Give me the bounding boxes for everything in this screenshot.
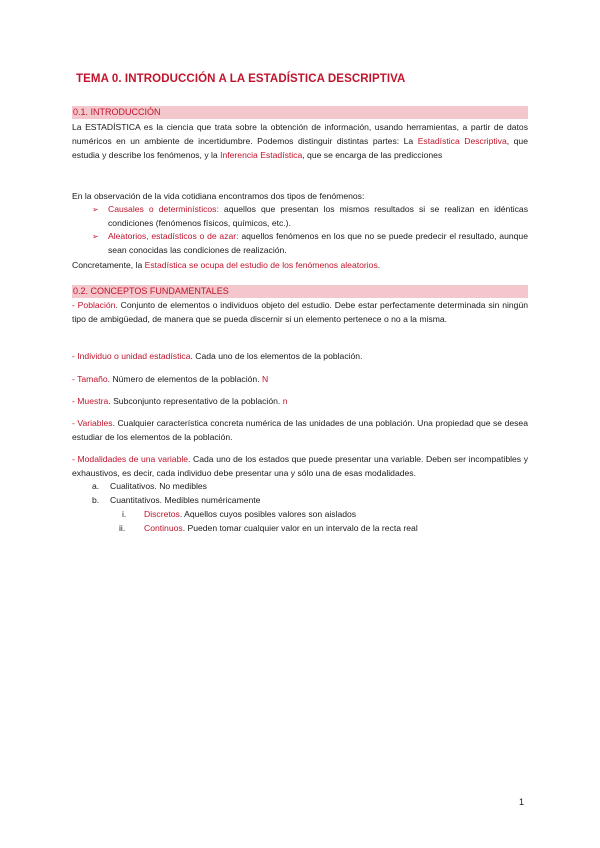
list-item	[92, 494, 492, 508]
list-marker: ii.	[119, 523, 126, 533]
concretamente-text-a: Concretamente, la	[72, 260, 145, 270]
concept-modalidades	[72, 452, 528, 480]
term-fenomenos-aleatorios: Estadística se ocupa del estudio de los fenómenos aleatorios	[144, 260, 378, 270]
bullet-causales	[92, 203, 528, 230]
term-muestra: - Muestra	[72, 396, 109, 406]
concept-individuo	[72, 349, 528, 363]
paragraph-intro	[72, 120, 528, 162]
concept-variables	[72, 416, 528, 444]
term-variables: - Variables	[72, 418, 113, 428]
term-discretos: Discretos	[144, 509, 180, 519]
list-marker: b.	[92, 495, 100, 505]
term-individuo: - Individuo o unidad estadística	[72, 351, 191, 361]
section-heading-introduccion: 0.1. INTRODUCCIÓN	[72, 106, 528, 119]
term-modalidades: - Modalidades de una variable	[72, 454, 189, 464]
document-title: TEMA 0. INTRODUCCIÓN A LA ESTADÍSTICA DESCRIPTIVA	[76, 73, 406, 85]
symbol-n: n	[282, 396, 288, 406]
page-number: 1	[519, 797, 525, 807]
list-item-text: Cuantitativos. Medibles numéricamente	[110, 495, 261, 505]
term-inferencia-estadistica: Inferencia Estadística	[220, 150, 303, 160]
term-tamano: - Tamaño	[72, 374, 108, 384]
intro-text-c: , que se encarga de las predicciones	[302, 150, 443, 160]
list-item-text: Cualitativos. No medibles	[110, 481, 207, 491]
bullet-aleatorios	[92, 230, 528, 257]
concept-muestra	[72, 394, 528, 408]
intro-text-a: La ESTADÍSTICA es la ciencia que trata sobre la obtención de información, usando herramientas, a partir de datos numéricos en un ambiente de incertidumbre. Podemos distinguir distintas partes: La	[72, 122, 528, 146]
individuo-desc: . Cada uno de los elementos de la población.	[190, 351, 363, 361]
modalidades-desc: . Cada uno de los estados que puede presentar una variable. Deben ser incompatibles y exhaustivos, es decir, cada individuo debe presentar una y sólo una de esas modalidades.	[72, 454, 528, 478]
tamano-desc: . Número de elementos de la población.	[107, 374, 262, 384]
intro-text-b: , que estudia y describe los fenómenos, y la	[72, 136, 528, 160]
aleatorios-desc: aquellos fenómenos en los que no se puede predecir el resultado, aunque sean conocidas las condiciones de realización.	[108, 231, 528, 255]
variables-desc: . Cualquier característica concreta numérica de las unidades de una población. Una propiedad que se desea estudiar de los elementos de la población.	[72, 418, 528, 442]
list-item	[92, 480, 492, 494]
list-marker: i.	[122, 509, 127, 519]
symbol-N: N	[261, 374, 269, 384]
term-aleatorios: Aleatorios, estadísticos o de azar:	[108, 231, 239, 241]
sublist-item-continuos	[119, 522, 519, 536]
arrow-bullet-icon: ➢	[92, 232, 99, 241]
paragraph-concretamente	[72, 258, 528, 272]
term-poblacion: - Población	[72, 300, 116, 310]
concept-poblacion	[72, 298, 528, 326]
concept-tamano	[72, 372, 528, 386]
list-marker: a.	[92, 481, 100, 491]
sublist-item-discretos	[122, 508, 522, 522]
causales-desc: aquellos que presentan los mismos resultados si se realizan en idénticas condiciones (fenómenos físicos, químicos, etc.).	[108, 204, 528, 228]
term-continuos: Continuos	[144, 523, 183, 533]
concretamente-text-b: .	[377, 260, 381, 270]
continuos-desc: . Pueden tomar cualquier valor en un intervalo de la recta real	[182, 523, 418, 533]
section-heading-conceptos: 0.2. CONCEPTOS FUNDAMENTALES	[72, 285, 528, 298]
discretos-desc: . Aquellos cuyos posibles valores son aislados	[179, 509, 357, 519]
arrow-bullet-icon: ➢	[92, 205, 99, 214]
paragraph-fenomenos: En la observación de la vida cotidiana encontramos dos tipos de fenómenos:	[72, 191, 365, 201]
poblacion-desc: . Conjunto de elementos o individuos objeto del estudio. Debe estar perfectamente determinada sin ningún tipo de ambigüedad, de manera que se pueda discernir si un elemento pertenece o no a la misma.	[72, 300, 528, 324]
term-causales: Causales o determinísticos:	[108, 204, 219, 214]
term-estadistica-descriptiva: Estadística Descriptiva	[417, 136, 507, 146]
muestra-desc: . Subconjunto representativo de la población.	[108, 396, 283, 406]
